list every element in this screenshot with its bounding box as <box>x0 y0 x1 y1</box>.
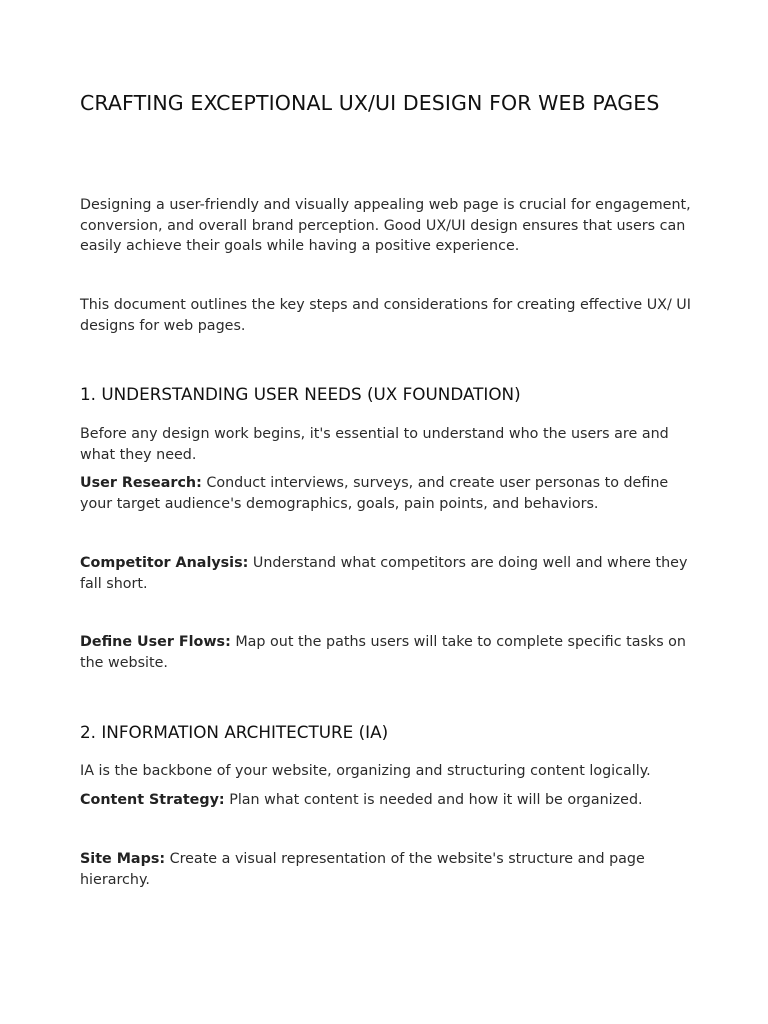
list-item-define-user-flows <box>80 632 695 673</box>
list-item-site-maps <box>80 849 695 890</box>
item-term: Define User Flows: <box>80 634 231 650</box>
item-term: User Research: <box>80 475 202 491</box>
section-heading-user-needs: 1. UNDERSTANDING USER NEEDS (UX FOUNDATION) <box>80 384 521 404</box>
item-term: Site Maps: <box>80 851 166 867</box>
intro-paragraph-2: This document outlines the key steps and considerations for creating effective UX/ UI designs for web pages. <box>80 297 691 334</box>
item-term: Competitor Analysis: <box>80 555 249 571</box>
list-item-competitor-analysis <box>80 553 695 594</box>
item-text: Understand what competitors are doing well and where they fall short. <box>80 555 688 592</box>
section-lead-information-architecture: IA is the backbone of your website, organizing and structuring content logically. <box>80 763 651 779</box>
item-term: Content Strategy: <box>80 792 225 808</box>
item-text: Plan what content is needed and how it will be organized. <box>224 792 643 808</box>
document-title: CRAFTING EXCEPTIONAL UX/UI DESIGN FOR WEB PAGES <box>80 91 660 115</box>
item-text: Create a visual representation of the website's structure and page hierarchy. <box>80 851 645 888</box>
list-item-content-strategy <box>80 790 695 811</box>
intro-paragraph-1: Designing a user-friendly and visually appealing web page is crucial for engagement, conversion, and overall brand perception. Good UX/UI design ensures that users can easily achieve their goals while having a positive experience. <box>80 197 691 254</box>
list-item-user-research <box>80 473 695 514</box>
item-text: Conduct interviews, surveys, and create user personas to define your target audience's demographics, goals, pain points, and behaviors. <box>80 475 669 512</box>
section-lead-user-needs: Before any design work begins, it's essential to understand who the users are and what they need. <box>80 426 669 463</box>
item-text: Map out the paths users will take to complete specific tasks on the website. <box>80 634 686 671</box>
section-heading-information-architecture: 2. INFORMATION ARCHITECTURE (IA) <box>80 722 389 742</box>
